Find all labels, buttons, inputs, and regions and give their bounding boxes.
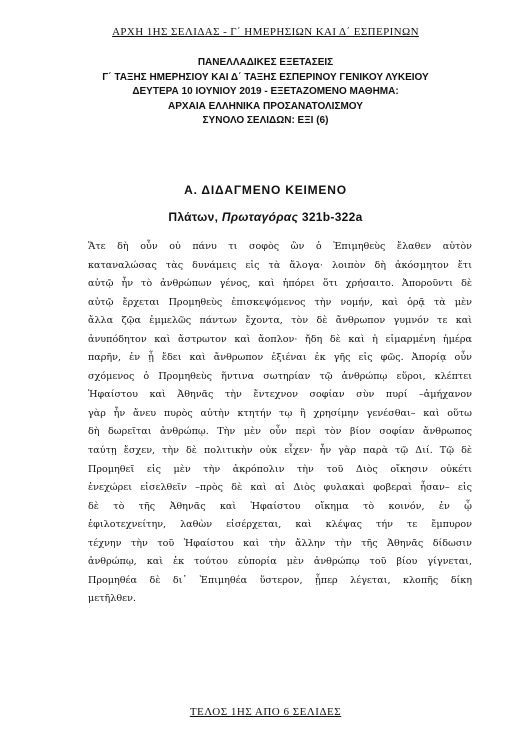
passage-line: ἀνυπόδητον καὶ ἄστρωτον καὶ ἄοπλον· ἤδη δὲ καὶ ἡ εἱμαρμένη ἡμέρα (88, 333, 472, 345)
exam-info-block (0, 56, 531, 129)
exam-info-line-1: ΠΑΝΕΛΛΑΔΙΚΕΣ ΕΞΕΤΑΣΕΙΣ (197, 57, 334, 68)
passage-line: ἐνεχώρει εἰσελθεῖν –πρὸς δὲ καὶ αἱ Διὸς φυλακαὶ φοβεραὶ ἦσαν– εἰς (88, 482, 472, 494)
passage-line: Προμηθεῖ εἰς μὲν τὴν ἀκρόπολιν τὴν τοῦ Διὸς οἴκησιν οὐκέτι (88, 463, 472, 475)
passage-line: ταύτῃ ἔσχεν, τὴν δὲ πολιτικὴν οὐκ εἶχεν· ἦν γὰρ παρὰ τῷ Διί. Τῷ δὲ (88, 445, 472, 457)
exam-info-line-2: Γ΄ ΤΑΞΗΣ ΗΜΕΡΗΣΙΟΥ ΚΑΙ Δ΄ ΤΑΞΗΣ ΕΣΠΕΡΙΝΟΥ ΓΕΝΙΚΟΥ ΛΥΚΕΙΟΥ (102, 71, 429, 83)
exam-info-line-5: ΣΥΝΟΛΟ ΣΕΛΙΔΩΝ: ΕΞΙ (6) (202, 115, 329, 126)
passage-line: ἄλλα ζῷα ἐμμελῶς πάντων ἔχοντα, τὸν δὲ ἄνθρωπον γυμνόν τε καὶ (88, 315, 472, 327)
passage-line: δὲ τὸ τῆς Ἀθηνᾶς καὶ Ἡφαίστου οἴκημα τὸ κοινόν, ἐν ᾧ (88, 500, 472, 512)
exam-info-line-4: ΑΡΧΑΙΑ ΕΛΛΗΝΙΚΑ ΠΡΟΣΑΝΑΤΟΛΙΣΜΟΥ (168, 100, 363, 112)
passage-line: Ἅτε δὴ οὖν οὐ πάνυ τι σοφὸς ὢν ὁ Ἐπιμηθεὺς ἔλαθεν αὑτὸν (88, 241, 472, 252)
passage-line: δὴ δωρεῖται ἀνθρώπῳ. Τὴν μὲν οὖν περὶ τὸν βίον σοφίαν ἄνθρωπος (88, 426, 472, 438)
passage-line: ἀνθρώπῳ, καὶ ἐκ τούτου εὐπορία μὲν ἀνθρώπῳ τοῦ βίου γίγνεται, (88, 556, 472, 568)
source-work: Πρωταγόρας (221, 210, 299, 224)
passage-line: γὰρ ἦν ἄνευ πυρὸς αὐτὴν κτητήν τῳ ἢ χρησίμην γενέσθαι– καὶ οὕτω (88, 407, 472, 419)
passage-line: ἐφιλοτεχνείτην, λαθὼν εἰσέρχεται, καὶ κλέψας τήν τε ἔμπυρον (88, 519, 472, 531)
passage-line: τέχνην τὴν τοῦ Ἡφαίστου καὶ τὴν ἄλλην τὴν τῆς Ἀθηνᾶς δίδωσιν (88, 537, 472, 549)
source-citation (0, 210, 531, 224)
page-top-header: ΑΡΧΗ 1ΗΣ ΣΕΛΙΔΑΣ - Γ΄ ΗΜΕΡΗΣΙΩΝ ΚΑΙ Δ΄ ΕΣΠΕΡΙΝΩΝ (112, 26, 419, 38)
passage-line: Προμηθέα δὲ δι᾽ Ἐπιμηθέα ὕστερον, ᾗπερ λέγεται, κλοπῆς δίκη (88, 574, 472, 586)
passage-line: παρῆν, ἐν ᾗ ἔδει καὶ ἄνθρωπον ἐξιέναι ἐκ γῆς εἰς φῶς. Ἀπορίᾳ οὖν (88, 352, 472, 364)
passage-line: αὐτῷ ἦν τὸ ἀνθρώπων γένος, καὶ ἠπόρει ὅτι χρήσαιτο. Ἀποροῦντι δὲ (88, 278, 472, 290)
source-reference: 321b-322a (298, 210, 363, 224)
source-author: Πλάτων, (168, 210, 222, 224)
passage-line: σχόμενος ὁ Προμηθεὺς ἥντινα σωτηρίαν τῷ ἀνθρώπῳ εὕροι, κλέπτει (88, 370, 472, 382)
greek-passage (88, 238, 472, 609)
passage-line: καταναλώσας τὰς δυνάμεις εἰς τὰ ἄλογα· λοιπὸν δὴ ἀκόσμητον ἔτι (88, 259, 472, 271)
page-footer: ΤΕΛΟΣ 1ΗΣ ΑΠΟ 6 ΣΕΛΙΔΕΣ (189, 706, 342, 718)
passage-line: Ἡφαίστου καὶ Ἀθηνᾶς τὴν ἔντεχνον σοφίαν σὺν πυρί –ἀμήχανον (88, 389, 472, 401)
passage-line: αὐτῷ ἔρχεται Προμηθεὺς ἐπισκεψόμενος τὴν νομήν, καὶ ὁρᾷ τὰ μὲν (88, 296, 472, 308)
passage-line: μετῆλθεν. (88, 593, 136, 605)
section-title: Α. ΔΙΔΑΓΜΕΝΟ ΚΕΙΜΕΝΟ (184, 183, 347, 197)
exam-info-line-3: ΔΕΥΤΕΡΑ 10 ΙΟΥΝΙΟΥ 2019 - ΕΞΕΤΑΖΟΜΕΝΟ ΜΑΘΗΜΑ: (132, 86, 399, 97)
